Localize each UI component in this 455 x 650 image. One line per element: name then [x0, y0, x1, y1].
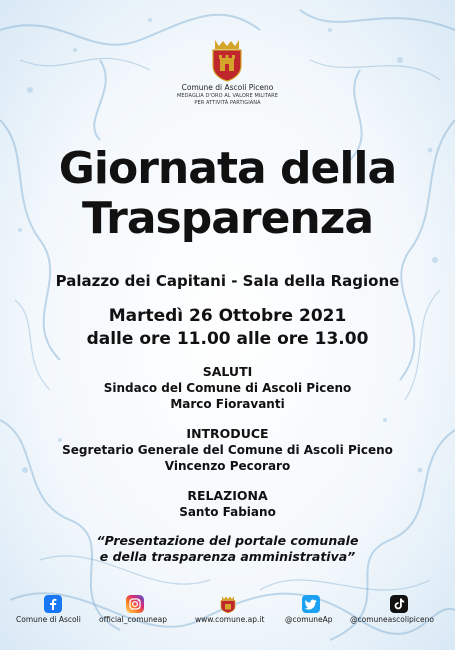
tiktok-label[interactable]: @comuneascolipiceno — [350, 615, 434, 624]
event-date: Martedì 26 Ottobre 2021 — [108, 306, 347, 326]
event-time: dalle ore 11.00 alle ore 13.00 — [86, 329, 369, 349]
introduce-heading: INTRODUCE — [186, 426, 269, 441]
event-venue: Palazzo dei Capitani - Sala della Ragione — [55, 272, 400, 290]
twitter-icon[interactable] — [302, 595, 320, 613]
tiktok-icon[interactable] — [390, 595, 408, 613]
introduce-role: Segretario Generale del Comune di Ascoli Piceno — [62, 443, 393, 457]
relaziona-name: Santo Fabiano — [179, 505, 276, 519]
facebook-icon[interactable] — [44, 595, 62, 613]
saluti-name: Marco Fioravanti — [170, 397, 285, 411]
relaziona-heading: RELAZIONA — [187, 488, 268, 503]
instagram-icon[interactable] — [126, 595, 144, 613]
presentation-quote-line1: “Presentazione del portale comunale — [96, 533, 359, 548]
introduce-name: Vincenzo Pecoraro — [164, 459, 291, 473]
presentation-quote-line2: e della trasparenza amministrativa” — [99, 549, 356, 564]
twitter-label[interactable]: @comuneAp — [285, 615, 333, 624]
instagram-label[interactable]: official_comuneap — [99, 615, 167, 624]
saluti-heading: SALUTI — [202, 364, 253, 379]
event-title-line1: Giornata della — [58, 143, 397, 194]
facebook-label[interactable]: Comune di Ascoli — [16, 615, 81, 624]
org-name: Comune di Ascoli Piceno — [181, 83, 274, 92]
org-subtitle-medal: MEDAGLIA D'ORO AL VALORE MILITARE — [176, 93, 279, 99]
org-subtitle-partisan: PER ATTIVITÀ PARTIGIANA — [194, 100, 261, 106]
comune-crest-logo — [207, 38, 247, 82]
saluti-role: Sindaco del Comune di Ascoli Piceno — [103, 381, 352, 395]
website-label[interactable]: www.comune.ap.it — [195, 615, 265, 624]
event-title-line2: Trasparenza — [81, 193, 374, 244]
crest-icon[interactable] — [219, 595, 237, 613]
